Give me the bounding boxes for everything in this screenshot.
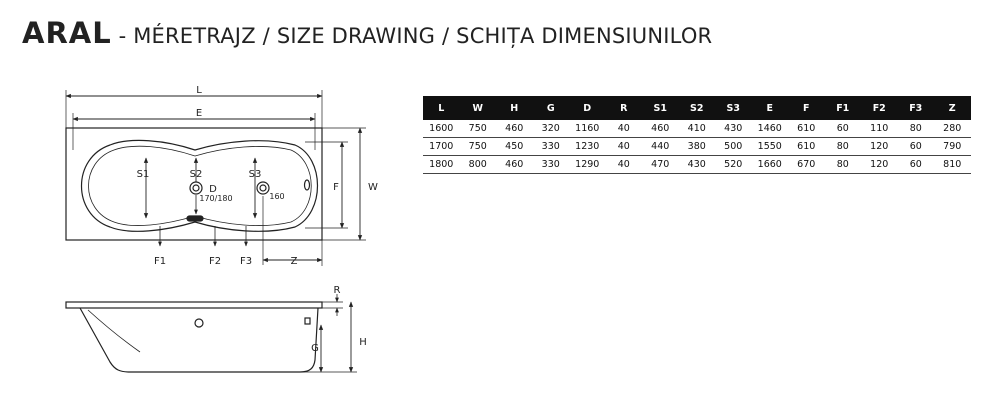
table-cell: 790	[934, 138, 971, 156]
table-cell: 110	[861, 120, 898, 138]
column-header-f1: F1	[825, 96, 862, 120]
table-cell: 1290	[569, 156, 606, 174]
top-view	[66, 90, 366, 266]
table-cell: 430	[715, 120, 752, 138]
dim-label-H: H	[359, 337, 367, 348]
table-cell: 460	[496, 156, 533, 174]
table-cell: 750	[460, 120, 497, 138]
dim-label-D-sub: 170/180	[199, 194, 233, 203]
table-cell: 520	[715, 156, 752, 174]
dim-label-R: R	[333, 285, 341, 296]
dim-label-S2: S2	[189, 169, 203, 180]
table-cell: 1160	[569, 120, 606, 138]
column-header-e: E	[752, 96, 789, 120]
dim-label-F: F	[333, 182, 339, 193]
table-cell: 60	[898, 138, 935, 156]
dim-label-W: W	[368, 182, 378, 193]
column-header-l: L	[423, 96, 460, 120]
column-header-w: W	[460, 96, 497, 120]
side-rim	[66, 302, 322, 308]
column-header-f: F	[788, 96, 825, 120]
table-cell: 460	[496, 120, 533, 138]
table-cell: 610	[788, 120, 825, 138]
table-cell: 800	[460, 156, 497, 174]
table-cell: 470	[642, 156, 679, 174]
table-cell: 610	[788, 138, 825, 156]
table-cell: 1550	[752, 138, 789, 156]
table-cell: 1700	[423, 138, 460, 156]
tap-circle	[257, 182, 269, 194]
table-cell: 430	[679, 156, 716, 174]
table-cell: 80	[825, 156, 862, 174]
table-cell: 40	[606, 120, 643, 138]
overflow-inner-circle	[193, 185, 199, 191]
column-header-f3: F3	[898, 96, 935, 120]
column-header-z: Z	[934, 96, 971, 120]
dim-label-D: D	[209, 184, 217, 195]
column-header-f2: F2	[861, 96, 898, 120]
side-body-inner	[88, 310, 140, 352]
table-cell: 440	[642, 138, 679, 156]
table-cell: 120	[861, 138, 898, 156]
dim-label-S3: S3	[248, 169, 262, 180]
overflow-circle	[190, 182, 202, 194]
column-header-s2: S2	[679, 96, 716, 120]
table-header-row	[423, 96, 971, 120]
side-overflow-hole	[195, 319, 203, 327]
drain-slot	[187, 216, 203, 221]
table-cell: 1460	[752, 120, 789, 138]
dim-label-S3-sub: 160	[269, 192, 285, 201]
dim-label-F1: F1	[153, 256, 167, 267]
table-cell: 810	[934, 156, 971, 174]
side-view	[66, 294, 357, 372]
table-cell: 460	[642, 120, 679, 138]
tub-basin-inner	[89, 146, 312, 225]
dim-label-F3: F3	[239, 256, 253, 267]
table-cell: 330	[533, 138, 570, 156]
table-cell: 380	[679, 138, 716, 156]
column-header-r: R	[606, 96, 643, 120]
table-cell: 450	[496, 138, 533, 156]
table-row	[423, 138, 971, 156]
side-body	[80, 308, 318, 372]
table-row	[423, 120, 971, 138]
table-cell: 1800	[423, 156, 460, 174]
table-row	[423, 156, 971, 174]
table-body	[423, 120, 971, 174]
table-cell: 80	[825, 138, 862, 156]
dimensions-table	[423, 96, 971, 174]
table-cell: 410	[679, 120, 716, 138]
table-cell: 1660	[752, 156, 789, 174]
table-cell: 1230	[569, 138, 606, 156]
table-cell: 60	[825, 120, 862, 138]
title-subtitle: - MÉRETRAJZ / SIZE DRAWING / SCHIȚA DIMENSIUNILOR	[111, 24, 713, 48]
table-cell: 60	[898, 156, 935, 174]
dim-label-G: G	[311, 343, 319, 354]
table-cell: 40	[606, 156, 643, 174]
table-cell: 320	[533, 120, 570, 138]
brand-name: ARAL	[22, 16, 112, 50]
table-cell: 280	[934, 120, 971, 138]
table-cell: 330	[533, 156, 570, 174]
table-cell: 500	[715, 138, 752, 156]
table-cell: 1600	[423, 120, 460, 138]
column-header-s3: S3	[715, 96, 752, 120]
table-cell: 670	[788, 156, 825, 174]
table-cell: 750	[460, 138, 497, 156]
side-overflow	[305, 180, 310, 190]
table-cell: 120	[861, 156, 898, 174]
dim-label-E: E	[195, 108, 203, 119]
side-marker	[305, 318, 310, 324]
dim-label-S1: S1	[136, 169, 150, 180]
column-header-d: D	[569, 96, 606, 120]
table-cell: 80	[898, 120, 935, 138]
column-header-s1: S1	[642, 96, 679, 120]
column-header-g: G	[533, 96, 570, 120]
column-header-h: H	[496, 96, 533, 120]
dim-label-L: L	[196, 85, 202, 96]
dim-label-Z: Z	[290, 256, 298, 267]
dim-label-F2: F2	[208, 256, 222, 267]
tap-inner-circle	[260, 185, 266, 191]
table-cell: 40	[606, 138, 643, 156]
